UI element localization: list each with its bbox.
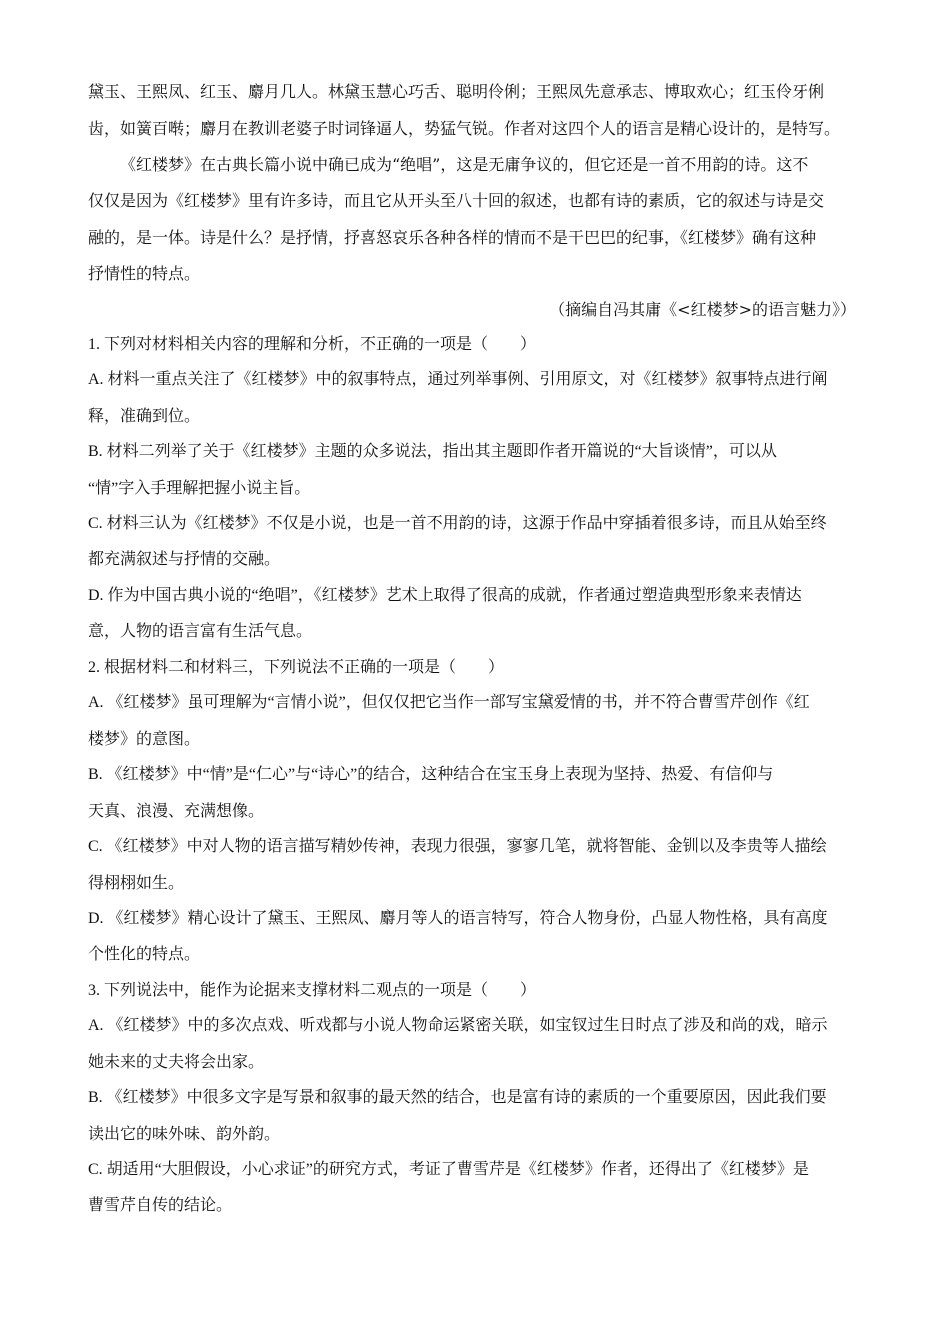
passage-line: 黛玉、王熙凤、红玉、麝月几人。林黛玉慧心巧舌、聪明伶俐；王熙凤先意承志、博取欢心；红玉伶牙俐 bbox=[88, 82, 825, 101]
passage-line: 齿，如簧百啭；麝月在教训老婆子时词锋逼人，势猛气锐。作者对这四个人的语言是精心设计的，是特写。 bbox=[88, 119, 841, 138]
option-a-cont: 楼梦》的意图。 bbox=[88, 731, 201, 748]
option-b: B. 《红楼梦》中“情”是“仁心”与“诗心”的结合，这种结合在宝玉身上表现为坚持、热爱、有信仰与 bbox=[88, 766, 774, 783]
passage-line: 融的，是一体。诗是什么？是抒情，抒喜怒哀乐各种各样的情而不是干巴巴的纪事，《红楼梦》确有这种 bbox=[88, 228, 817, 247]
option-a: A. 《红楼梦》中的多次点戏、听戏都与小说人物命运紧密关联，如宝钗过生日时点了涉及和尚的戏，暗示 bbox=[88, 1017, 828, 1034]
option-b-cont: 读出它的味外味、韵外韵。 bbox=[88, 1126, 281, 1143]
option-d-cont: 个性化的特点。 bbox=[88, 946, 201, 963]
option-a: A. 《红楼梦》虽可理解为“言情小说”，但仅仅把它当作一部写宝黛爱情的书，并不符合曹雪芹创作《红 bbox=[88, 694, 810, 711]
option-b-cont: 天真、浪漫、充满想像。 bbox=[88, 803, 265, 820]
question-stem: 3. 下列说法中，能作为论据来支撑材料二观点的一项是（ ） bbox=[88, 982, 537, 999]
question-stem: 1. 下列对材料相关内容的理解和分析，不正确的一项是（ ） bbox=[88, 336, 537, 353]
option-a-cont: 她未来的丈夫将会出家。 bbox=[88, 1054, 265, 1071]
passage-line: 《红楼梦》在古典长篇小说中确已成为“绝唱”，这是无庸争议的，但它还是一首不用韵的诗。这不 bbox=[120, 155, 809, 174]
option-d: D. 《红楼梦》精心设计了黛玉、王熙凤、麝月等人的语言特写，符合人物身份，凸显人物性格，具有高度 bbox=[88, 910, 828, 927]
option-c: C. 胡适用“大胆假设，小心求证”的研究方式，考证了曹雪芹是《红楼梦》作者，还得出了《红楼梦》是 bbox=[88, 1161, 809, 1178]
option-b-cont: “情”字入手理解把握小说主旨。 bbox=[88, 480, 311, 497]
question-stem: 2. 根据材料二和材料三，下列说法不正确的一项是（ ） bbox=[88, 659, 505, 676]
option-c: C. 材料三认为《红楼梦》不仅是小说，也是一首不用韵的诗，这源于作品中穿插着很多诗，而且从始至终 bbox=[88, 515, 827, 532]
option-b: B. 材料二列举了关于《红楼梦》主题的众多说法，指出其主题即作者开篇说的“大旨谈情”，可以从 bbox=[88, 443, 777, 460]
option-a: A. 材料一重点关注了《红楼梦》中的叙事特点，通过列举事例、引用原文，对《红楼梦》叙事特点进行阐 bbox=[88, 371, 828, 388]
option-b: B. 《红楼梦》中很多文字是写景和叙事的最天然的结合，也是富有诗的素质的一个重要原因，因此我们要 bbox=[88, 1089, 827, 1106]
option-d-cont: 意，人物的语言富有生活气息。 bbox=[88, 623, 313, 640]
source-citation: （摘编自冯其庸《<红楼梦>的语言魅力》） bbox=[549, 300, 856, 319]
passage-line: 抒情性的特点。 bbox=[88, 264, 201, 283]
option-c-cont: 都充满叙述与抒情的交融。 bbox=[88, 551, 281, 568]
option-a-cont: 释，准确到位。 bbox=[88, 408, 201, 425]
option-d: D. 作为中国古典小说的“绝唱”，《红楼梦》艺术上取得了很高的成就，作者通过塑造典型形象来表情达 bbox=[88, 587, 802, 604]
option-c: C. 《红楼梦》中对人物的语言描写精妙传神，表现力很强，寥寥几笔，就将智能、金钏以及李贵等人描绘 bbox=[88, 838, 827, 855]
option-c-cont: 曹雪芹自传的结论。 bbox=[88, 1197, 233, 1214]
option-c-cont: 得栩栩如生。 bbox=[88, 875, 185, 892]
passage-line: 仅仅是因为《红楼梦》里有许多诗，而且它从开头至八十回的叙述，也都有诗的素质，它的叙述与诗是交 bbox=[88, 191, 825, 210]
